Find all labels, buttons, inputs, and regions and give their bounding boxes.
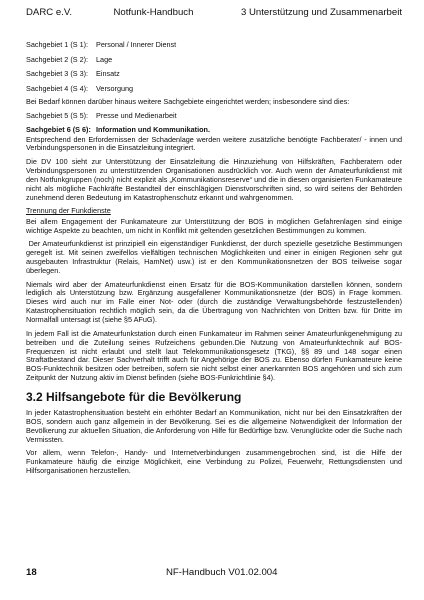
sachgebiet-3 [26,69,402,78]
sachgebiet-label: Sachgebiet 6 (S 6): [26,125,91,134]
sachgebiet-label: Sachgebiet 5 (S 5): [26,111,89,120]
para-dv100: Die DV 100 sieht zur Unterstützung der Einsatzleitung die Hinzuziehung von Hilfskräften, Fachberatern oder Verbindungspersonen zu unterstützenden Organisationen ausdrücklich vor. Auch wenn der Amateurfunkdienst mit den Notfunkgruppen (noch) nicht explizit als „Kommunikationsreserve“ und die in diesen organisierten Funkamateure nicht als mögliche Fachkräfte Bestandteil der einschlägigen Dienstvorschriften sind, so wird seitens der Behörden zunehmend deren Bedeutung im Katastrophenschutz erkannt und wahrgenommen. [26,156,402,202]
sachgebiet-value: Personal / Innerer Dienst [96,40,177,49]
para-niemals: Niemals wird aber der Amateurfunkdienst einen Ersatz für die BOS-Kommunikation darstellen können, sondern lediglich als Unterstützung bzw. Ergänzung ausgefallener Kommunikationsnetze (der BOS) in Frage kommen. Dieses wird auch nur im Falle einer Not- oder (durch die zuständige Verwaltungsbehörde festzustellenden) Katastrophensituation rechtlich möglich sein, da die Übertragung von Nachrichten von Dritten bzw. für Dritte im Normalfall untersagt ist (siehe §5 AFuG). [26,279,402,325]
sachgebiet-value: Presse und Medienarbeit [96,111,177,120]
sachgebiet-label: Sachgebiet 1 (S 1): [26,40,89,49]
header-book: Notfunk-Handbuch [113,7,194,18]
section-heading: 3.2 Hilfsangebote für die Bevölkerung [26,390,242,405]
sachgebiet-2 [26,55,402,64]
sachgebiet-label: Sachgebiet 2 (S 2): [26,54,89,64]
sachgebiet-5 [26,111,402,120]
page-content [26,40,405,481]
sachgebiet-6 [26,125,402,134]
para-trennung-2: Der Amateurfunkdienst ist prinzipiell ein eigenständiger Funkdienst, der durch spezielle gesetzliche Bestimmungen geregelt ist. Mit seinen zweifellos vielfältigen technischen Möglichkeiten und einer in einigen Regionen sehr gut ausgebauten Infrastruktur (Relais, HamNet) usw.) ist er den Kommunikationsnetzen der BOS teilweise sogar überlegen. [26,239,405,276]
sachgebiet-value: Information und Kommunikation. [96,125,210,134]
sachgebiet-value: Einsatz [96,69,120,78]
para-trennung-1: Bei allem Engagement der Funkamateure zur Unterstützung der BOS in möglichen Gefahrenlagen sind einige wichtige Aspekte zu beachten, um nicht in Konflikt mit geltenden gesetzlichen Bestimmungen zu kommen. [26,216,402,235]
para-jedem: In jedem Fall ist die Amateurfunkstation durch einen Funkamateur im Rahmen seiner Amateurfunkgenehmigung zu betreiben und die Zuteilung seines Rufzeichens gebunden.Die Nutzung von Amateurfunktechnik auf BOS-Frequenzen ist nicht erlaubt und stellt laut Telekommunikationsgesetz (TKG), §§ 89 und 148 sogar einen Straftatbestand dar. Dieser Sachverhalt trifft auch für Angehörige der BOS zu. Ebenso dürfen Funkamateure keine BOS-Funktechnik besitzen oder betreiben, sofern sie nicht selbst einer anerkannten BOS angehören und sich zum Zeitpunkt der Nutzung aktiv im Dienst befinden (siehe BOS-Funkrichtlinie §4). [26,328,402,383]
header-org: DARC e.V. [26,7,73,18]
para-vor-allem: Vor allem, wenn Telefon-, Handy- und Internetverbindungen zusammengebrochen sind, ist die Hilfe der Funkamateure häufig die einzige Möglichkeit, eine Verbindung zu Polizei, Feuerwehr, Rettungsdiensten und Hilfsorganisationen herzustellen. [26,448,402,476]
heading-trennung: Trennung der Funkdienste [26,206,111,216]
page-number: 18 [26,567,37,578]
para-bedarf: Bei Bedarf können darüber hinaus weitere Sachgebiete eingerichtet werden; insbesondere sind dies: [26,96,350,106]
header-chapter: 3 Unterstützung und Zusammenarbeit [240,7,402,18]
sachgebiet-value: Lage [96,54,113,64]
page-header [26,7,402,19]
para-katastrophe: In jeder Katastrophensituation besteht ein erhöhter Bedarf an Kommunikation, nicht nur bei den Einsatzkräften der BOS, sondern auch ganz allgemein in der Bevölkerung. Sei es die allgemeine Notwendigkeit der Information der Bevölkerung zur aktuellen Situation, die Anforderung von Hilfe für Bedürftige bzw. Verunglückte oder die Suche nach Vermissten. [26,408,402,444]
sachgebiet-1 [26,40,402,49]
sachgebiet-value: Versorgung [96,83,134,93]
page-footer [26,567,402,579]
footer-version: NF-Handbuch V01.02.004 [166,567,278,578]
sachgebiet-4 [26,84,402,93]
sachgebiet-label: Sachgebiet 3 (S 3): [26,69,89,78]
sachgebiet-label: Sachgebiet 4 (S 4): [26,83,89,93]
para-s6: Entsprechend den Erfordernissen der Schadenlage werden weitere zusätzliche benötigte Fachberater/ - innen und Verbindungspersonen in die Einsatzleitung integriert. [26,134,402,153]
